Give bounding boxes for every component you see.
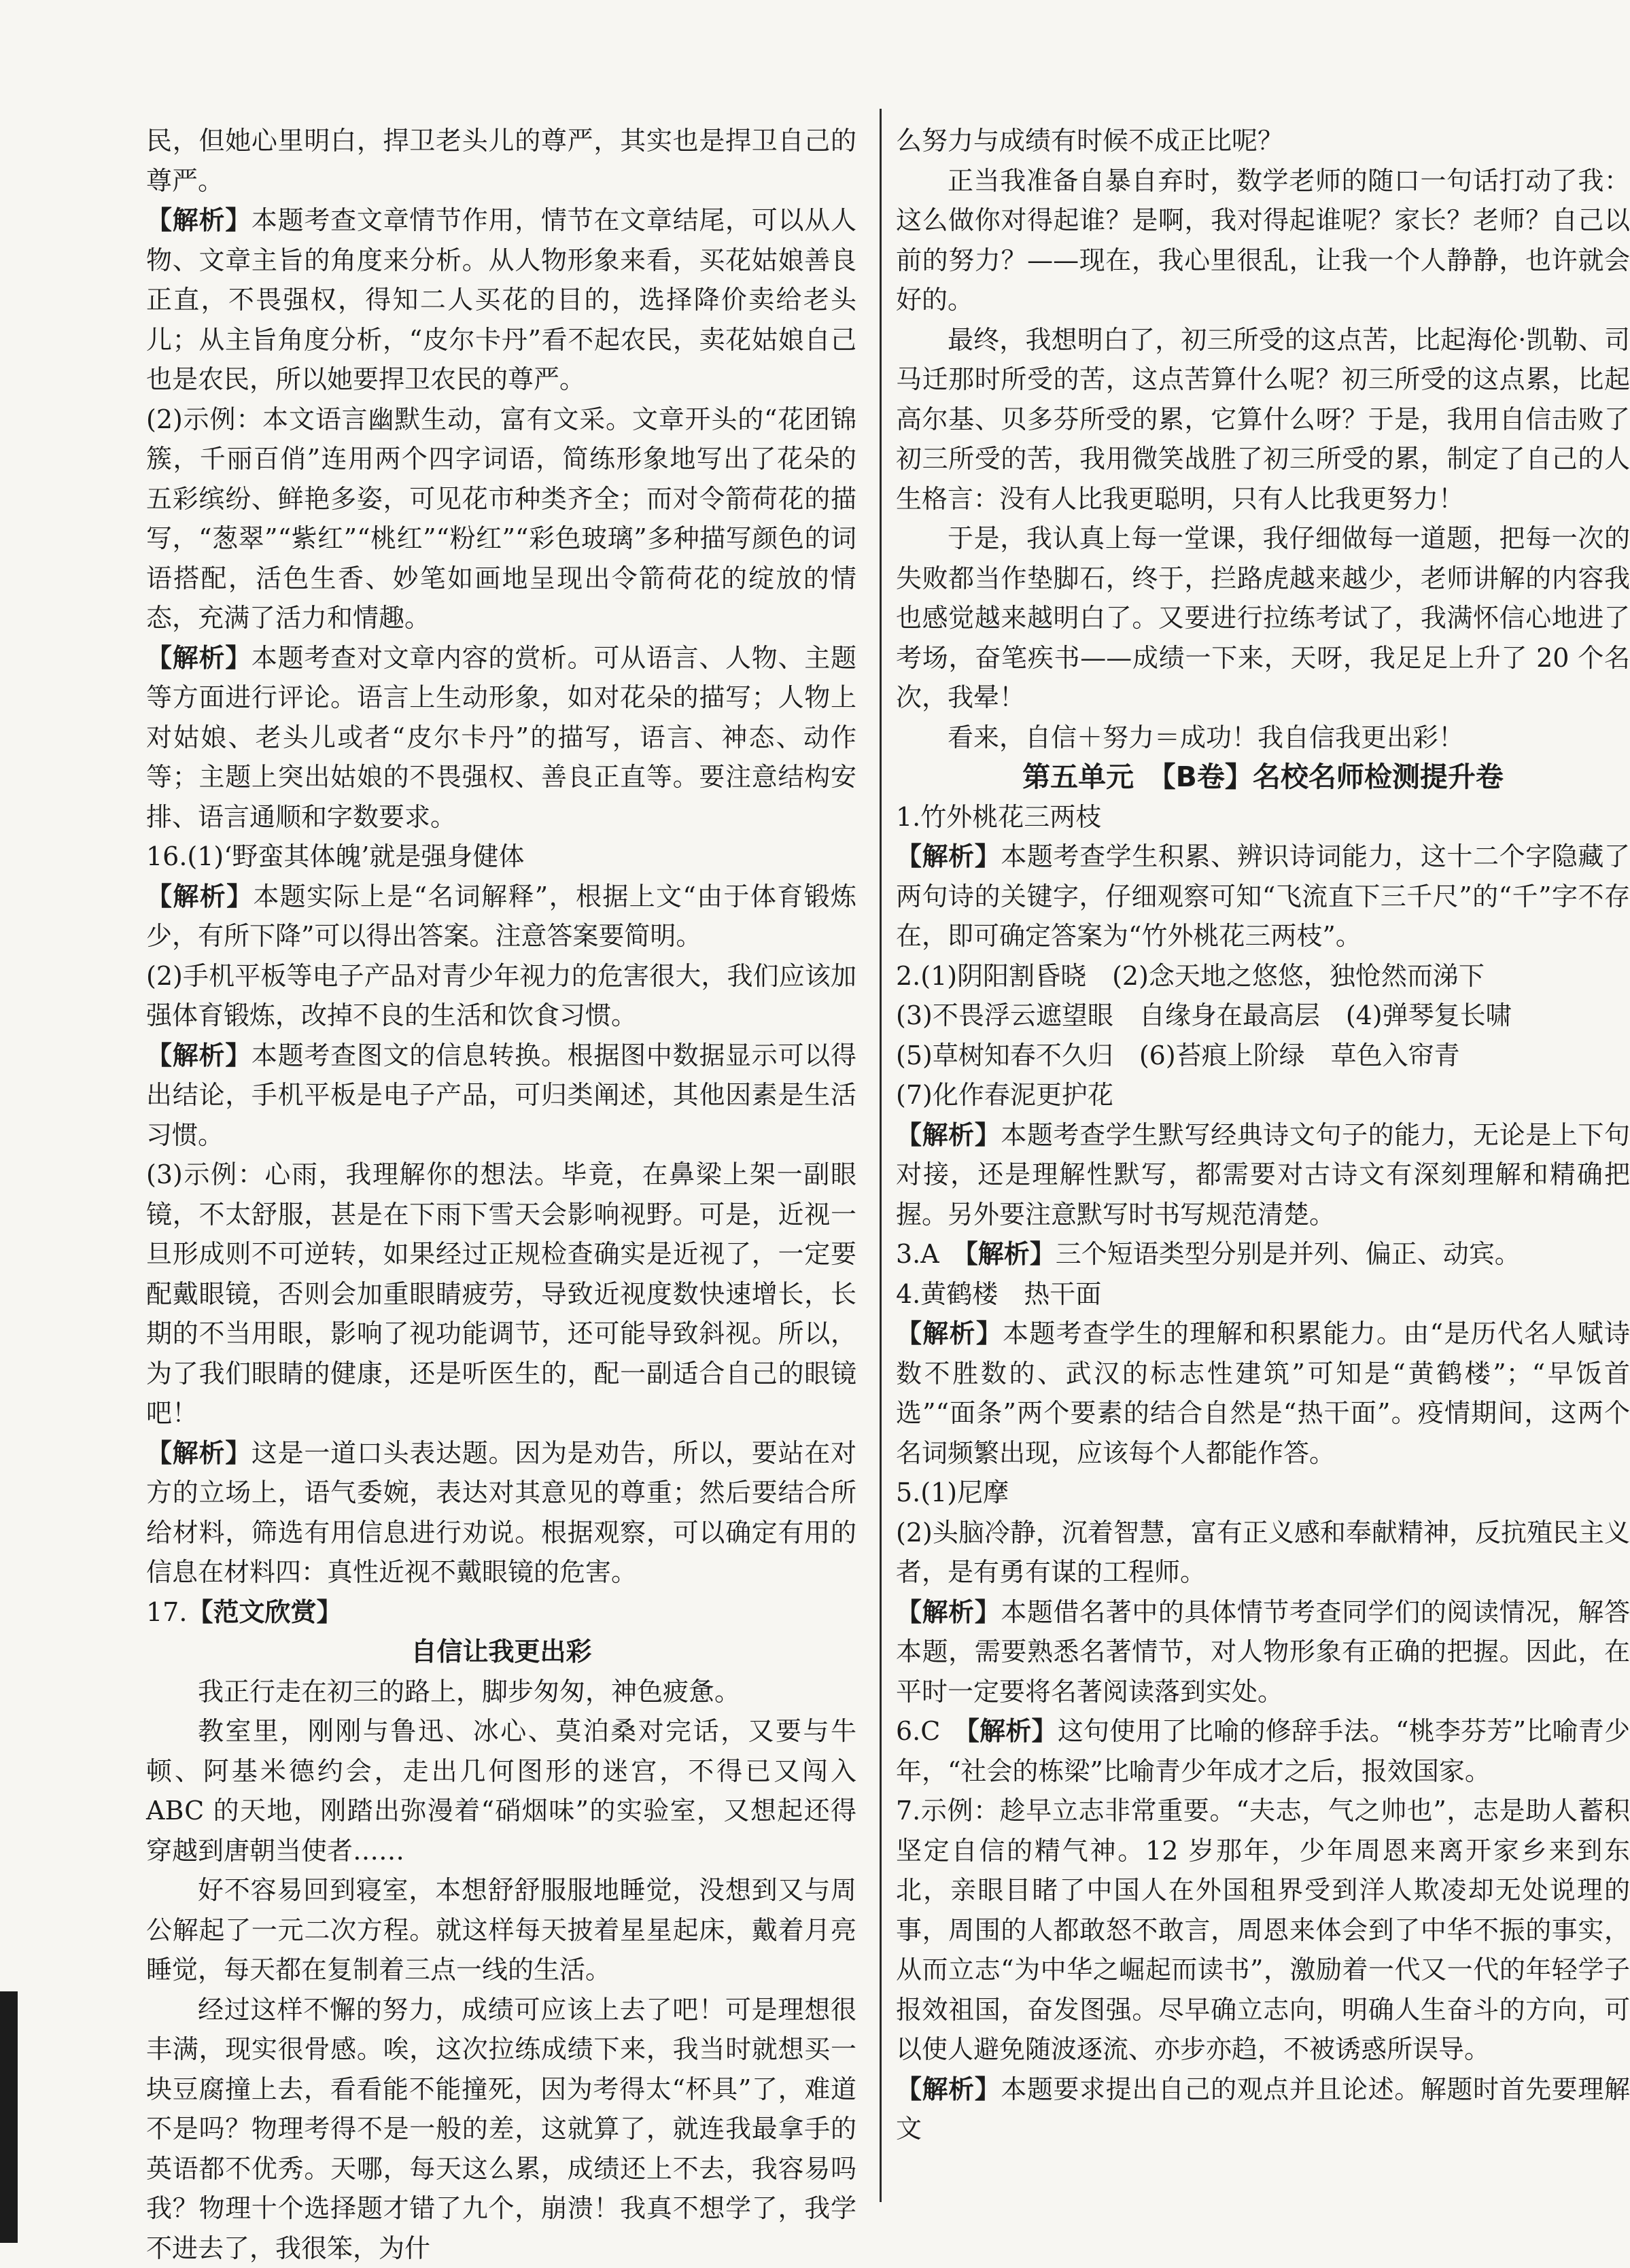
analysis-paragraph	[896, 1115, 1630, 1235]
essay-paragraph: 我正行走在初三的路上，脚步匆匆，神色疲惫。	[146, 1672, 856, 1712]
analysis-tag: 【解析】	[146, 643, 252, 673]
analysis-paragraph	[896, 1314, 1630, 1473]
analysis-text: 这句使用了比喻的修辞手法。“桃李芬芳”比喻青少年，“社会的栋梁”比喻青少年成才之后，报效国家。	[896, 1716, 1630, 1786]
analysis-text: 本题考查文章情节作用，情节在文章结尾，可以从人物、文章主旨的角度来分析。从人物形象来看，买花姑娘善良正直，不畏强权，得知二人买花的目的，选择降价卖给老头儿；从主旨角度分析，“皮尔卡丹”看不起农民，卖花姑娘自己也是农民，所以她要捍卫农民的尊严。	[146, 205, 856, 394]
paragraph: (2)示例：本文语言幽默生动，富有文采。文章开头的“花团锦簇，千丽百俏”连用两个四字词语，简练形象地写出了花朵的五彩缤纷、鲜艳多姿，可见花市种类齐全；而对令箭荷花的描写，“葱翠”“紫红”“桃红”“粉红”“彩色玻璃”多种描写颜色的词语搭配，活色生香、妙笔如画地呈现出令箭荷花的绽放的情态，充满了活力和情趣。	[146, 400, 856, 638]
analysis-paragraph	[146, 877, 856, 956]
analysis-text: 本题借名著中的具体情节考查同学们的阅读情况，解答本题，需要熟悉名著情节，对人物形象有正确的把握。因此，在平时一定要将名著阅读落到实处。	[896, 1597, 1630, 1707]
essay-title: 自信让我更出彩	[146, 1632, 856, 1672]
analysis-paragraph	[146, 1433, 856, 1592]
analysis-paragraph	[896, 1592, 1630, 1712]
analysis-tag: 【解析】	[896, 1120, 1001, 1150]
analysis-paragraph	[896, 2070, 1630, 2149]
analysis-tag: 【解析】	[896, 841, 1001, 871]
analysis-tag: 【解析】	[146, 205, 252, 235]
analysis-tag: 【解析】	[967, 1716, 1058, 1746]
analysis-text: 这是一道口头表达题。因为是劝告，所以，要站在对方的立场上，语气委婉，表达对其意见的尊重；然后要结合所给材料，筛选有用信息进行劝说。根据观察，可以确定有用的信息在材料四：真性近视不戴眼镜的危害。	[146, 1438, 856, 1588]
analysis-paragraph	[146, 1036, 856, 1155]
answer-6	[896, 1711, 1630, 1791]
essay-paragraph: 于是，我认真上每一堂课，我仔细做每一道题，把每一次的失败都当作垫脚石，终于，拦路虎越来越少，老师讲解的内容我也感觉越来越明白了。又要进行拉练考试了，我满怀信心地进了考场，奋笔疾书——成绩一下来，天呀，我足足上升了 20 个名次，我晕！	[896, 519, 1630, 718]
analysis-tag: 【解析】	[896, 1319, 1003, 1348]
analysis-tag: 【解析】	[896, 1597, 1001, 1627]
question-number: 17.	[146, 1597, 187, 1627]
analysis-tag: 【解析】	[146, 1041, 252, 1070]
answer-17	[146, 1592, 856, 1633]
essay-paragraph: 经过这样不懈的努力，成绩可应该上去了吧！可是理想很丰满，现实很骨感。唉，这次拉练成绩下来，我当时就想买一块豆腐撞上去，看看能不能撞死，因为考得太“杯具”了，难道不是吗？物理考得不是一般的差，这就算了，就连我最拿手的英语都不优秀。天哪，每天这么累，成绩还上不去，我容易吗我？物理十个选择题才错了九个，崩溃！我真不想学了，我学不进去了，我很笨，为什	[146, 1990, 856, 2268]
column-divider	[880, 109, 882, 2202]
answer-2-line: (5)草树知春不久归 (6)苔痕上阶绿 草色入帘青	[896, 1036, 1630, 1076]
essay-tag: 【范文欣赏】	[187, 1597, 342, 1627]
answer-16: 16.(1)‘野蛮其体魄’就是强身健体	[146, 837, 856, 877]
analysis-tag: 【解析】	[965, 1239, 1056, 1269]
essay-paragraph: 正当我准备自暴自弃时，数学老师的随口一句话打动了我：这么做你对得起谁？是啊，我对得起谁呢？家长？老师？自己以前的努力？——现在，我心里很乱，让我一个人静静，也许就会好的。	[896, 161, 1630, 320]
answer-7: 7.示例：趁早立志非常重要。“夫志，气之帅也”，志是助人蓄积坚定自信的精气神。12 岁那年，少年周恩来离开家乡来到东北，亲眼目睹了中国人在外国租界受到洋人欺凌却无处说理的事，周围的人都敢怒不敢言，周恩来体会到了中华不振的事实，从而立志“为中华之崛起而读书”，激励着一代又一代的年轻学子报效祖国，奋发图强。尽早确立志向，明确人生奋斗的方向，可以使人避免随波逐流、亦步亦趋，不被诱惑所误导。	[896, 1791, 1630, 2070]
analysis-text: 本题要求提出自己的观点并且论述。解题时首先要理解文	[896, 2074, 1630, 2144]
answer-2-line: (7)化作春泥更护花	[896, 1075, 1630, 1115]
essay-paragraph: 好不容易回到寝室，本想舒舒服服地睡觉，没想到又与周公解起了一元二次方程。就这样每天披着星星起床，戴着月亮睡觉，每天都在复制着三点一线的生活。	[146, 1870, 856, 1990]
analysis-paragraph	[146, 638, 856, 837]
section-title: 第五单元 【B卷】名校名师检测提升卷	[896, 757, 1630, 797]
analysis-text: 本题考查学生的理解和积累能力。由“是历代名人赋诗数不胜数的、武汉的标志性建筑”可知是“黄鹤楼”；“早饭首选”“面条”两个要素的结合自然是“热干面”。疫情期间，这两个名词频繁出现，应该每个人都能作答。	[896, 1319, 1630, 1468]
analysis-text: 本题实际上是“名词解释”，根据上文“由于体育锻炼少，有所下降”可以得出答案。注意答案要简明。	[146, 882, 856, 952]
paragraph: (2)手机平板等电子产品对青少年视力的危害很大，我们应该加强体育锻炼，改掉不良的生活和饮食习惯。	[146, 956, 856, 1036]
answer-2: 2.(1)阴阳割昏晓 (2)念天地之悠悠，独怆然而涕下	[896, 956, 1630, 996]
answer-1: 1.竹外桃花三两枝	[896, 797, 1630, 837]
essay-paragraph: 最终，我想明白了，初三所受的这点苦，比起海伦·凯勒、司马迁那时所受的苦，这点苦算什么呢？初三所受的这点累，比起高尔基、贝多芬所受的累，它算什么呀？于是，我用自信击败了初三所受的苦，我用微笑战胜了初三所受的累，制定了自己的人生格言：没有人比我更聪明，只有人比我更努力！	[896, 320, 1630, 519]
right-column	[896, 121, 1630, 2228]
analysis-text: 本题考查图文的信息转换。根据图中数据显示可以得出结论，手机平板是电子产品，可归类阐述，其他因素是生活习惯。	[146, 1041, 856, 1150]
analysis-tag: 【解析】	[146, 1438, 252, 1468]
analysis-text: 本题考查学生默写经典诗文句子的能力，无论是上下句对接，还是理解性默写，都需要对古诗文有深刻理解和精确把握。另外要注意默写时书写规范清楚。	[896, 1120, 1630, 1229]
paragraph: 民，但她心里明白，捍卫老头儿的尊严，其实也是捍卫自己的尊严。	[146, 121, 856, 200]
answer-text: 3.A	[896, 1239, 965, 1269]
paragraph: (2)头脑冷静，沉着智慧，富有正义感和奉献精神，反抗殖民主义者，是有勇有谋的工程师。	[896, 1513, 1630, 1592]
essay-paragraph: 看来，自信＋努力＝成功！我自信我更出彩！	[896, 718, 1630, 758]
answer-5: 5.(1)尼摩	[896, 1473, 1630, 1513]
answer-text: 6.C	[896, 1716, 967, 1746]
scan-edge	[0, 1991, 18, 2243]
paragraph: (3)示例：心雨，我理解你的想法。毕竟，在鼻梁上架一副眼镜，不太舒服，甚是在下雨下雪天会影响视野。可是，近视一旦形成则不可逆转，如果经过正规检查确实是近视了，一定要配戴眼镜，否则会加重眼睛疲劳，导致近视度数快速增长，长期的不当用眼，影响了视功能调节，还可能导致斜视。所以，为了我们眼睛的健康，还是听医生的，配一副适合自己的眼镜吧！	[146, 1155, 856, 1433]
analysis-text: 三个短语类型分别是并列、偏正、动宾。	[1056, 1239, 1521, 1269]
answer-3	[896, 1234, 1630, 1274]
analysis-text: 本题考查学生积累、辨识诗词能力，这十二个字隐藏了两句诗的关键字，仔细观察可知“飞流直下三千尺”的“千”字不存在，即可确定答案为“竹外桃花三两枝”。	[896, 841, 1630, 951]
essay-paragraph: 么努力与成绩有时候不成正比呢？	[896, 121, 1630, 161]
analysis-tag: 【解析】	[146, 882, 253, 911]
analysis-tag: 【解析】	[896, 2074, 1001, 2104]
left-column	[146, 121, 856, 2228]
answer-4: 4.黄鹤楼 热干面	[896, 1274, 1630, 1314]
essay-paragraph: 教室里，刚刚与鲁迅、冰心、莫泊桑对完话，又要与牛顿、阿基米德约会，走出几何图形的迷宫，不得已又闯入 ABC 的天地，刚踏出弥漫着“硝烟味”的实验室，又想起还得穿越到唐朝当使者……	[146, 1711, 856, 1870]
analysis-paragraph	[896, 837, 1630, 956]
analysis-paragraph	[146, 200, 856, 400]
answer-2-line: (3)不畏浮云遮望眼 自缘身在最高层 (4)弹琴复长啸	[896, 996, 1630, 1036]
analysis-text: 本题考查对文章内容的赏析。可从语言、人物、主题等方面进行评论。语言上生动形象，如对花朵的描写；人物上对姑娘、老头儿或者“皮尔卡丹”的描写，语言、神态、动作等；主题上突出姑娘的不畏强权、善良正直等。要注意结构安排、语言通顺和字数要求。	[146, 643, 856, 832]
